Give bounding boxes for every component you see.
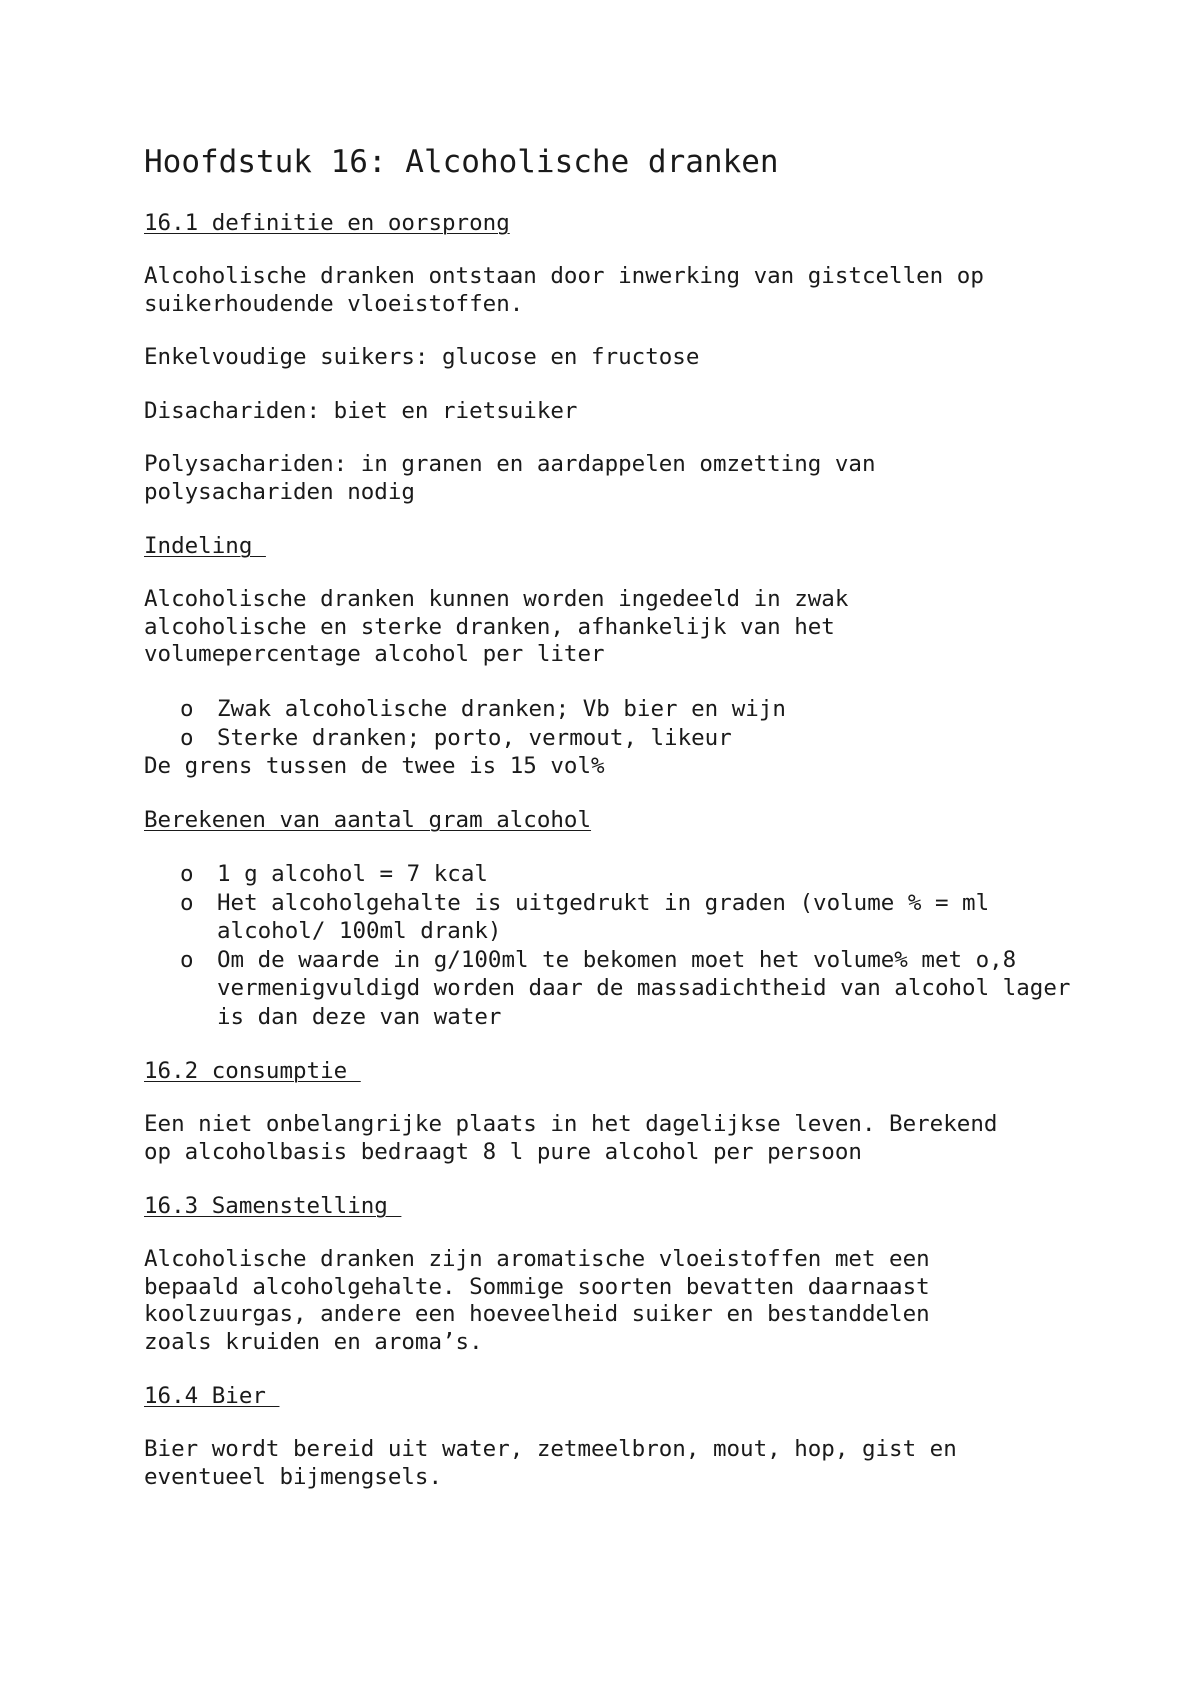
list-item-text: Het alcoholgehalte is uitgedrukt in graden (volume % = ml alcohol/ 100ml drank) xyxy=(217,889,990,944)
list-item xyxy=(144,695,1084,724)
list-item xyxy=(144,889,1084,946)
section-heading-16-1: 16.1 definitie en oorsprong xyxy=(144,210,510,236)
list-item-text: 1 g alcohol = 7 kcal xyxy=(217,861,488,887)
document-page xyxy=(144,140,1084,1517)
bullet-marker: o xyxy=(180,889,194,916)
list-item-text: Zwak alcoholische dranken; Vb bier en wijn xyxy=(217,695,786,722)
paragraph: De grens tussen de twee is 15 vol% xyxy=(144,752,605,779)
list-item-text: Sterke dranken; porto, vermout, likeur xyxy=(217,724,732,751)
section-heading-16-3: 16.3 Samenstelling xyxy=(144,1193,402,1219)
bullet-marker: o xyxy=(180,946,194,973)
section-heading-indeling: Indeling xyxy=(144,533,266,559)
bullet-marker: o xyxy=(180,695,194,722)
paragraph: Alcoholische dranken zijn aromatische vloeistoffen met een bepaald alcoholgehalte. Sommige soorten bevatten daarnaast koolzuurgas, andere een hoeveelheid suiker en bestanddelen zoals kruiden en aroma’s. xyxy=(144,1246,930,1355)
section-heading-16-4: 16.4 Bier xyxy=(144,1383,280,1409)
bullet-marker: o xyxy=(180,724,194,751)
list-item xyxy=(144,860,1084,889)
list-item xyxy=(144,946,1084,1032)
bullet-marker: o xyxy=(180,861,194,887)
paragraph: Alcoholische dranken ontstaan door inwerking van gistcellen op suikerhoudende vloeistoffen. xyxy=(144,263,984,317)
section-heading-16-2: 16.2 consumptie xyxy=(144,1058,361,1084)
bullet-list xyxy=(144,695,1084,753)
paragraph: Enkelvoudige suikers: glucose en fructose xyxy=(144,344,700,370)
paragraph: Bier wordt bereid uit water, zetmeelbron, mout, hop, gist en eventueel bijmengsels. xyxy=(144,1436,957,1490)
bullet-list xyxy=(144,860,1084,1031)
list-item-text: Om de waarde in g/100ml te bekomen moet het volume% met o,8 vermenigvuldigd worden daar de massadichtheid van alcohol lager is dan deze van water xyxy=(217,946,1071,1030)
paragraph: Disachariden: biet en rietsuiker xyxy=(144,397,578,424)
paragraph: Alcoholische dranken kunnen worden ingedeeld in zwak alcoholische en sterke dranken, afhankelijk van het volumepercentage alcohol per liter xyxy=(144,586,849,667)
page-title: Hoofdstuk 16: Alcoholische dranken xyxy=(144,144,779,180)
paragraph: Een niet onbelangrijke plaats in het dagelijkse leven. Berekend op alcoholbasis bedraagt 8 l pure alcohol per persoon xyxy=(144,1111,998,1165)
paragraph: Polysachariden: in granen en aardappelen omzetting van polysachariden nodig xyxy=(144,451,876,505)
list-item xyxy=(144,724,1084,753)
section-heading-berekenen: Berekenen van aantal gram alcohol xyxy=(144,807,592,833)
